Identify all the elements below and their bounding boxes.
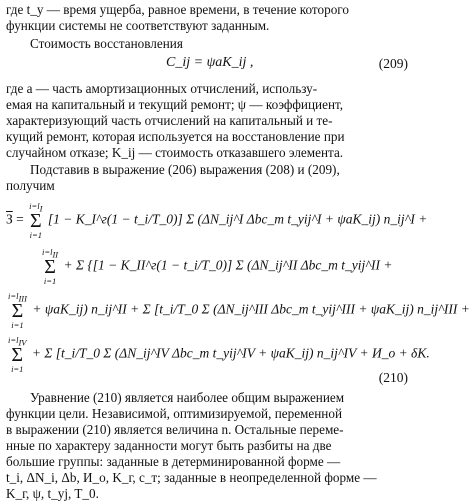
text-line: большие группы: заданные в детерминированной форме — <box>6 454 341 469</box>
lhs-symbol: З <box>6 211 13 227</box>
text-line: где t_у — время ущерба, равное времени, в течение которого <box>6 2 349 17</box>
equation-209: C_ij = ψaK_ij , <box>166 55 254 70</box>
sum-sign: $i=l_I$ Σ i=1 <box>29 201 43 240</box>
equation-row-text: [1 − K_I^г(1 − t_i/T_0)] Σ (ΔN_ij^I Δbc_т t_yij^I + ψaK_ij) n_ij^I + <box>47 211 428 227</box>
text-line: где a — часть амортизационных отчислений, использу- <box>6 81 318 96</box>
equation-210-row1: З = $i=l_I$ Σ i=1 [1 − K_I^г(1 − t_i/T_0)] Σ (ΔN_ij^I Δbc_т t_yij^I + ψaK_ij) n_ij^I + <box>6 201 428 240</box>
text-line: K_г, ψ, t_yj, T_0. <box>6 486 99 501</box>
equation-210-row3 <box>6 292 470 329</box>
equation-row-text: + Σ {[1 − K_II^г(1 − t_i/T_0)] Σ (ΔN_ij^II Δbc_т t_yij^II + <box>63 257 393 273</box>
sum-sign: $i=l_{III}$ Σ i=1 <box>8 291 27 330</box>
text-line: емая на капитальный и текущий ремонт; ψ — коэффициент, <box>6 97 344 112</box>
text-line: функции цели. Независимой, оптимизируемой, переменной <box>6 406 343 421</box>
text-line: кущий ремонт, которая используется на восстановление при <box>6 129 345 144</box>
text-line: Подставив в выражение (206) выражения (208) и (209), <box>30 162 340 177</box>
text-line: нные по характеру заданности могут быть разбиты на две <box>6 438 332 453</box>
equation-row-text: + Σ [t_i/T_0 Σ (ΔN_ij^IV Δbc_т t_yij^IV + ψaK_ij) n_ij^IV + И_о + δK. <box>31 345 430 361</box>
text-line: функции системы не соответствуют заданным. <box>6 18 270 33</box>
text-line: в выражении (210) является величина n. Остальные переме- <box>6 422 344 437</box>
text-line: Стоимость восстановления <box>30 36 183 51</box>
equation-number: (209) <box>378 56 408 71</box>
text-line: случайном отказе; K_ij — стоимость отказавшего элемента. <box>6 145 344 160</box>
text-line: Уравнение (210) является наиболее общим выражением <box>30 390 345 405</box>
equation-210-row4 <box>6 336 430 373</box>
text-line: характеризующий часть отчислений на капитальный и те- <box>6 113 333 128</box>
equation-number: (210) <box>378 370 408 385</box>
sum-sign: $i=l_{II}$ Σ i=1 <box>42 247 59 286</box>
text-line: t_i, ΔN_i, Δb, И_о, K_г, c_т; заданные в неопределенной форме — <box>6 470 377 485</box>
equation-row-text: + ψaK_ij) n_ij^II + Σ [t_i/T_0 Σ (ΔN_ij^III Δbc_т t_yij^III + ψaK_ij) n_ij^III + <box>32 301 470 317</box>
equation-210-row2 <box>40 248 392 285</box>
text-line: получим <box>6 178 55 193</box>
sum-sign: $i=l_{IV}$ Σ i=1 <box>8 335 27 374</box>
